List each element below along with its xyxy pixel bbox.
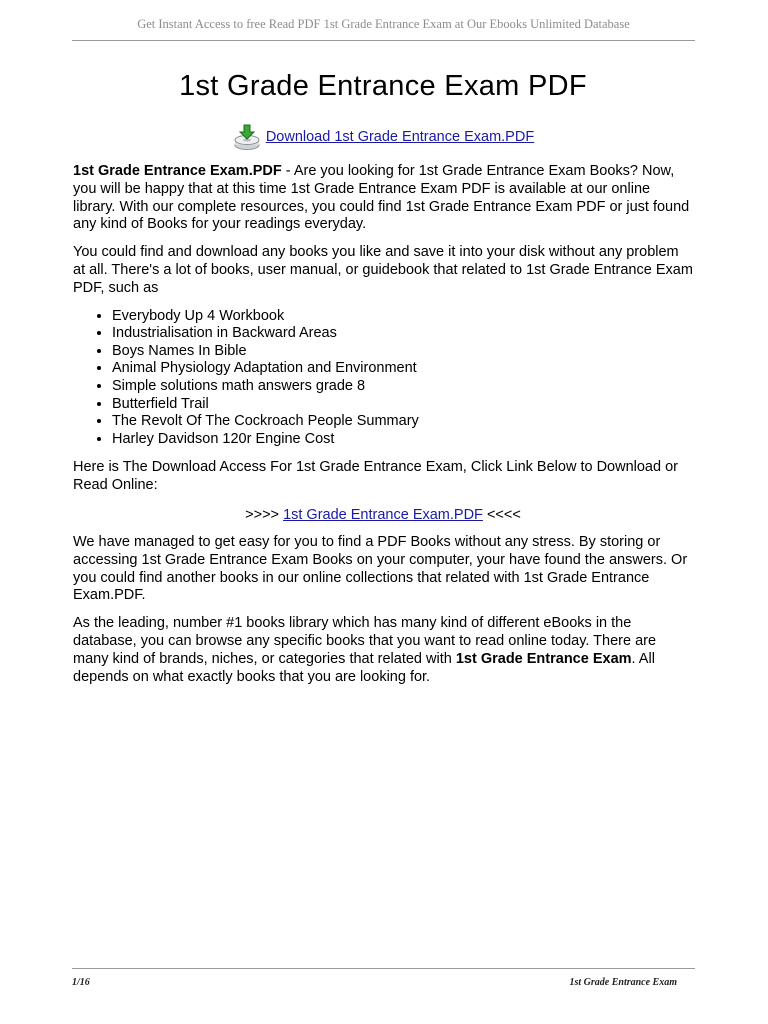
page-footer	[72, 968, 695, 988]
paragraph-2: You could find and download any books you like and save it into your disk without any problem at all. There's a lot of books, user manual, or guidebook that related to 1st Grade Entrance Exam PDF, such as	[73, 244, 693, 296]
paragraph-5	[73, 615, 693, 686]
paragraph-5-before: As the leading, number #1 books library which has many kind of different eBooks in the database, you can browse any specific books that you want to read online today. There are many kind of brands, niches, or categories that related with	[73, 615, 657, 667]
download-row	[73, 123, 693, 151]
list-item: • Everybody Up 4 Workbook	[112, 308, 693, 326]
document-body	[73, 66, 693, 686]
page-number: 1/16	[72, 977, 90, 988]
download-pdf-link[interactable]: Download 1st Grade Entrance Exam.PDF	[265, 129, 535, 145]
intro-bold-lead: 1st Grade Entrance Exam.PDF	[73, 163, 282, 179]
list-item: • Harley Davidson 120r Engine Cost	[112, 431, 693, 449]
arrow-prefix: >>>>	[245, 506, 284, 523]
book-list	[73, 308, 693, 449]
download-access-line	[73, 506, 693, 524]
list-item: • Boys Names In Bible	[112, 343, 693, 361]
list-item: • Butterfield Trail	[112, 396, 693, 414]
header-text: Get Instant Access to free Read PDF 1st Grade Entrance Exam at Our Ebooks Unlimited Database	[137, 17, 630, 31]
paragraph-5-bold: 1st Grade Entrance Exam	[455, 650, 632, 667]
document-title: 1st Grade Entrance Exam PDF	[179, 70, 587, 102]
paragraph-4: We have managed to get easy for you to find a PDF Books without any stress. By storing or accessing 1st Grade Entrance Exam Books on your computer, your have found the answers. Or you could find another books in our online collections that related with 1st Grade Entrance Exam.PDF.	[73, 533, 688, 604]
intro-text: - Are you looking for 1st Grade Entrance Exam Books? Now, you will be happy that at this time 1st Grade Entrance Exam PDF is available at our online library. With our complete resources, you could find 1st Grade Entrance Exam PDF or just found any kind of Books for your readings everyday.	[73, 163, 690, 233]
intro-paragraph	[73, 163, 693, 234]
download-disk-icon[interactable]	[232, 123, 262, 151]
paragraph-3: Here is The Download Access For 1st Grade Entrance Exam, Click Link Below to Download or Read Online:	[73, 459, 678, 494]
footer-title: 1st Grade Entrance Exam	[569, 977, 677, 988]
list-item: • Industrialisation in Backward Areas	[112, 325, 693, 343]
list-item: • Animal Physiology Adaptation and Environment	[112, 360, 693, 378]
download-access-link[interactable]: 1st Grade Entrance Exam.PDF	[283, 506, 483, 523]
page-header	[72, 0, 695, 41]
paragraph-5-after: . All depends on what exactly books that you are looking for.	[73, 650, 655, 685]
list-item: • The Revolt Of The Cockroach People Summary	[112, 413, 693, 431]
list-item: • Simple solutions math answers grade 8	[112, 378, 693, 396]
arrow-suffix: <<<<	[482, 506, 521, 523]
